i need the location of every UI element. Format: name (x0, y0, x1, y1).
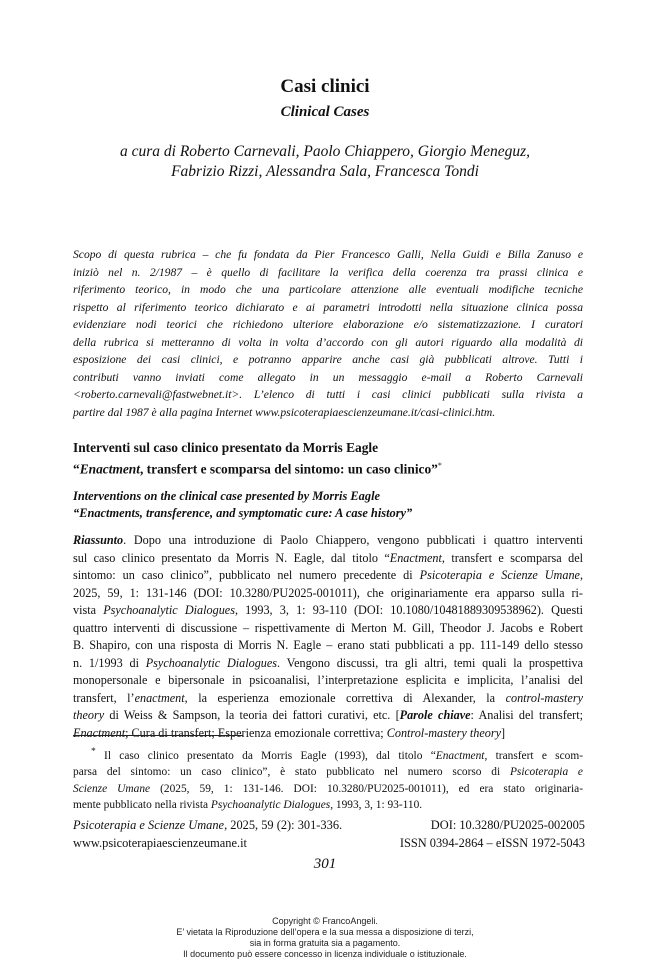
footnote-text: , 1993, 3, 1: 93-110. (330, 799, 423, 812)
english-title-line-1: Interventions on the clinical case presented by Morris Eagle (73, 489, 381, 503)
emphasis: control-mastery (505, 690, 583, 705)
abstract-line (73, 690, 583, 708)
journal-title: Scienze Umane (73, 782, 151, 795)
abstract-line (73, 602, 583, 620)
copyright-line: Il documento può essere concesso in licenza individuale o istituzionale. (183, 949, 467, 959)
footnote (73, 744, 583, 814)
abstract-text: , la esperienza emozionale correttiva di Alexander, la (184, 690, 506, 705)
abstract-line (73, 707, 583, 725)
abstract-text: . Dopo una introduzione di Paolo Chiappero, vengono pubblicati i quattro interventi (123, 533, 583, 547)
abstract-line: B. Shapiro, con una risposta di Morris N. Eagle – erano stati pubblicati a pp. 111-149 dello stesso (73, 638, 583, 652)
footnote-marker[interactable]: * (437, 461, 442, 470)
emphasis: Enactment (435, 749, 485, 762)
abstract-line (73, 550, 583, 568)
english-title-line-2: “Enactments, transference, and symptomatic cure: A case history” (73, 506, 413, 520)
footnote-text: parsa del sintomo: un caso clinico”, è stato pubblicato nel numero scorso di (73, 766, 510, 779)
abstract-text: : Analisi del transfert; (470, 708, 583, 722)
rubric-line: rispetto al riferimento teorico dichiarato e ai parametri introdotti nella situazione clinica possa (73, 300, 583, 314)
journal-issue: , 2025, 59 (2): 301-336. (224, 818, 343, 832)
abstract-text: sul caso clinico presentato da Morris N. Eagle, dal titolo “ (73, 550, 390, 565)
abstract-line (73, 725, 583, 743)
rubric-description (73, 246, 583, 421)
rubric-line: della rubrica si metteranno di volta in volta d’accordo con gli autori riguardo alla modalità di (73, 335, 583, 349)
section-title (73, 439, 593, 478)
rubric-line: Scopo di questa rubrica – che fu fondata da Pier Francesco Galli, Nella Guidi e Billa Zanuso e (73, 248, 583, 261)
footnote-line (73, 781, 583, 798)
emphasis: enactment (134, 690, 185, 705)
editors-line-2: Fabrizio Rizzi, Alessandra Sala, Francesca Tondi (171, 163, 479, 180)
journal-row-2 (73, 834, 585, 852)
copyright-notice (0, 916, 650, 960)
abstract-text: . Vengono discussi, tra gli altri, temi quali la prospettiva (277, 655, 583, 670)
abstract-line (73, 655, 583, 673)
footnote-text: Il caso clinico presentato da Morris Eagle (1993), dal titolo “ (95, 749, 436, 762)
footnote-line (73, 744, 583, 764)
journal-row-1 (73, 816, 585, 834)
footnote-text: mente pubblicato nella rivista (73, 799, 211, 812)
footnote-line (73, 764, 583, 781)
abstract-line: 2025, 59, 1: 131-146 (DOI: 10.3280/PU2025-001011), che originariamente era apparso sulla ri- (73, 585, 583, 600)
page-subtitle: Clinical Cases (280, 104, 370, 120)
page-title: Casi clinici (280, 76, 370, 97)
copyright-line: E’ vietata la Riproduzione dell’opera e la sua messa a disposizione di terzi, (176, 927, 474, 937)
journal-name: Psicoterapia e Scienze Umane (73, 818, 225, 832)
abstract-line (73, 567, 583, 585)
issn: ISSN 0394-2864 – eISSN 1972-5043 (399, 836, 585, 850)
journal-title: Psychoanalytic Dialogues (103, 603, 235, 617)
journal-citation (73, 816, 342, 834)
emphasis: Control-mastery theory (386, 725, 502, 740)
abstract-text: n. 1/1993 di (73, 655, 146, 670)
abstract-text: , transfert e scomparsa del (441, 550, 583, 565)
title-rest: , transfert e scomparsa del sintomo: un caso clinico” (139, 461, 438, 477)
abstract-text: , (579, 568, 583, 582)
open-quote: “ (73, 461, 80, 477)
rubric-line: evidenziare nodi teorici che richiedono ulteriore elaborazione e/o sistematizzazione. I curatori (73, 318, 583, 331)
abstract-text: vista (73, 603, 104, 617)
journal-info (73, 816, 585, 852)
abstract-label: Riassunto (73, 533, 124, 547)
section-english-title (73, 488, 593, 522)
footnote-text: (2025, 59, 1: 131-146. DOI: 10.3280/PU2025-001011), ed era stato originaria- (150, 782, 583, 795)
journal-title: Psychoanalytic Dialogues (210, 799, 331, 812)
copyright-line: sia in forma gratuita sia a pagamento. (249, 938, 401, 948)
editors (0, 142, 650, 182)
emphasis: Enactment (73, 725, 126, 740)
footnote-text: , transfert e scom- (484, 749, 584, 762)
editors-line-1: a cura di Roberto Carnevali, Paolo Chiappero, Giorgio Meneguz, (120, 143, 530, 160)
keywords-label: Parole chiave (399, 708, 471, 722)
rubric-line: iniziò nel n. 2/1987 – è quello di facilitare la verifica della coerenza tra prassi clinica e (73, 265, 583, 279)
copyright-line: Copyright © FrancoAngeli. (272, 916, 378, 926)
rubric-line: contributi vanno inviati come allegato in un messaggio e-mail a Roberto Carnevali (73, 370, 583, 384)
abstract-text: ] (501, 725, 506, 740)
rubric-line: partire dal 1987 è alla pagina Internet www.psicoterapiaescienzeumane.it/casi-clinici.htm. (73, 405, 496, 419)
website-link[interactable]: www.psicoterapiaescienzeumane.it (73, 836, 247, 850)
footnote-separator (73, 735, 243, 736)
abstract-line: quattro interventi di discussione – rispettivamente di Merton M. Gill, Theodor J. Jacobs e Robert (73, 620, 583, 635)
abstract-text: ; Cura di transfert; Esperienza emozionale correttiva; (125, 725, 387, 740)
emphasis: theory (73, 708, 105, 722)
doi[interactable]: DOI: 10.3280/PU2025-002005 (430, 818, 585, 832)
section-title-line-2 (73, 457, 593, 478)
footnote-line (73, 797, 583, 814)
abstract-line (73, 532, 583, 550)
emphasis: Enactment (79, 461, 140, 477)
page-number: 301 (313, 856, 337, 872)
emphasis: Enactment (389, 550, 442, 565)
rubric-line: <roberto.carnevali@fastwebnet.it>. L’elenco di tutti i casi clinici pubblicati sulla rivista a (73, 388, 583, 401)
journal-title: Psicoterapia e (509, 766, 583, 779)
abstract-text: transfert, l’ (73, 690, 135, 705)
abstract (73, 532, 583, 742)
abstract-line: monopersonale e bipersonale in psicoanalisi, l’interpretazione esplicita e implicita, l’analisi del (73, 673, 583, 687)
rubric-line: esposizione dei casi clinici, e potranno apparire anche casi già pubblicati altrove. Tutti i (73, 353, 583, 366)
abstract-text: di Weiss & Sampson, la teoria dei fattori curativi, etc. [ (104, 708, 400, 722)
rubric-line: riferimento teorico, in modo che una particolare attenzione alle eventuali modifiche tecniche (73, 283, 583, 296)
abstract-text: , 1993, 3, 1: 93-110 (DOI: 10.1080/10481889309538962). Questi (234, 603, 583, 617)
footnote-mark: * (91, 747, 96, 757)
journal-title: Psychoanalytic Dialogues (145, 655, 278, 670)
journal-title: Psicoterapia e Scienze Umane (419, 568, 580, 582)
section-title-line-1: Interventi sul caso clinico presentato da Morris Eagle (73, 440, 379, 455)
abstract-text: sintomo: un caso clinico”, pubblicato nel numero precedente di (73, 568, 420, 582)
